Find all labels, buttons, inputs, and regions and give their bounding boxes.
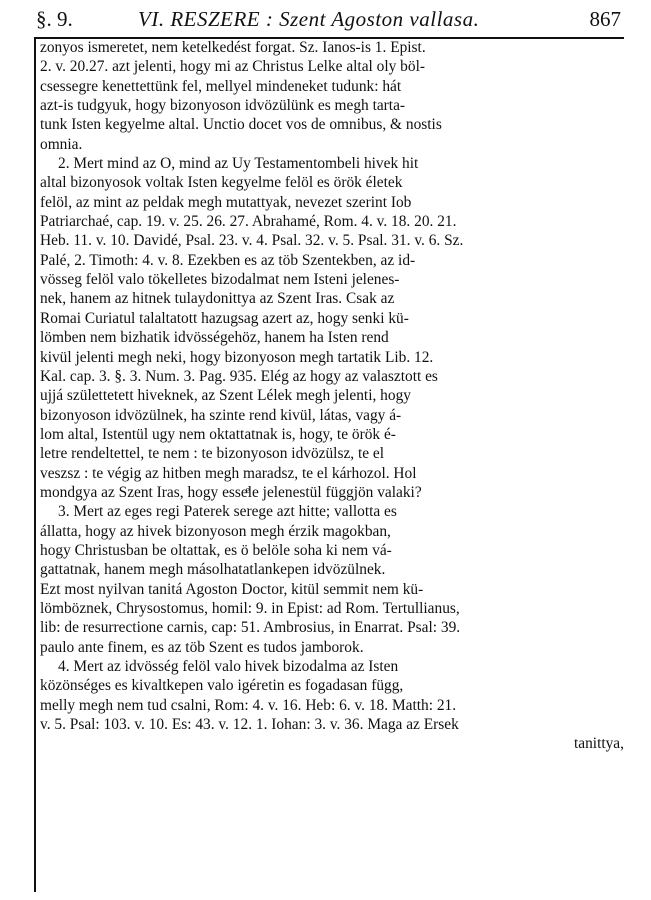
text-line: hogy Christusban be oltattak, es ö belöle soha ki nem vá-: [40, 541, 392, 559]
text-line: vösseg felöl valo tökelletes bizodalmat nem Isteni jelenes-: [40, 271, 400, 289]
text-line: omnia.: [40, 135, 83, 153]
text-line: paulo ante finem, es az töb Szent es tudos jamborok.: [40, 638, 364, 656]
text-line: felöl, az mint az peldak megh mutattyak, nevezet szerint Iob: [40, 193, 412, 211]
text-line: Heb. 11. v. 10. Davidé, Psal. 23. v. 4. Psal. 32. v. 5. Psal. 31. v. 6. Sz.: [40, 232, 464, 250]
text-line: Ezt most nyilvan tanitá Agoston Doctor, kitül semmit nem kü-: [40, 580, 424, 598]
text-line: Patriarchaé, cap. 19. v. 25. 26. 27. Abrahamé, Rom. 4. v. 18. 20. 21.: [40, 213, 457, 231]
text-line: 2. v. 20.27. azt jelenti, hogy mi az Christus Lelke altal oly böl-: [40, 58, 425, 76]
text-line: altal bizonyosok voltak Isten kegyelme felöl es örök életek: [40, 174, 403, 192]
text-line: Kal. cap. 3. §. 3. Num. 3. Pag. 935. Elég az hogy az valasztott es: [40, 367, 438, 385]
section-number: §. 9.: [36, 7, 73, 31]
catchword: tanittya,: [573, 735, 624, 753]
running-header: [18, 5, 633, 33]
text-line: gattatnak, hanem megh másolhatatlankepen idvözülnek.: [40, 561, 386, 579]
text-line: állatta, hogy az hivek bizonyoson megh érzik magokban,: [40, 522, 391, 540]
left-margin-bar: [34, 37, 36, 892]
text-line: ujjá születtetett hiveknek, az Szent Lélek megh jelenti, hogy: [40, 387, 411, 405]
text-line: 2. Mert mind az O, mind az Uy Testamentombeli hivek hit: [58, 155, 419, 173]
text-body: [40, 38, 628, 754]
text-line: 3. Mert az eges regi Paterek serege azt hitte; vallotta es: [58, 503, 397, 521]
text-line: Palé, 2. Timoth: 4. v. 8. Ezekben es az töb Szentekben, az id-: [40, 251, 416, 269]
text-line: közönséges es kivaltkepen valo igéretin es fogadasan függ,: [40, 677, 404, 695]
text-line: melly megh nem tud csalni, Rom: 4. v. 16. Heb: 6. v. 18. Matth: 21.: [40, 696, 457, 714]
text-line: bizonyoson idvözülnek, ha szinte rend kivül, látas, vagy á-: [40, 406, 402, 424]
text-line: Romai Curiatul talaltatott hazugsag azert az, hogy senki kü-: [40, 309, 409, 327]
running-title: VI. RESZERE : Szent Agoston vallasa.: [138, 7, 480, 31]
text-line: lömböznek, Chrysostomus, homil: 9. in Epist: ad Rom. Tertullianus,: [40, 599, 460, 617]
text-line: mondgya az Szent Iras, hogy esseͤle jelenestül függjön valaki?: [40, 483, 422, 501]
text-line: lömben nem bizhatik idvösségehöz, hanem ha Isten rend: [40, 329, 389, 347]
text-line: csessegre kenettettünk fel, mellyel mindeneket tudunk: hát: [40, 77, 402, 95]
text-line: 4. Mert az idvösség felöl valo hivek bizodalma az Isten: [58, 658, 399, 675]
text-line: kivül jelenti megh neki, hogy bizonyoson megh tartatik Lib. 12.: [40, 348, 434, 366]
page-number: 867: [589, 7, 621, 31]
text-line: v. 5. Psal: 103. v. 10. Es: 43. v. 12. 1. Iohan: 3. v. 36. Maga az Ersek: [40, 716, 459, 734]
text-line: letre rendeltettel, te nem : te bizonyoson idvözülsz, te el: [40, 445, 385, 463]
text-line: tunk Isten kegyelme altal. Unctio docet vos de omnibus, & nostis: [40, 116, 442, 134]
text-line: lib: de resurrectione carnis, cap: 51. Ambrosius, in Enarrat. Psal: 39.: [40, 619, 461, 637]
text-line: azt-is tudgyuk, hogy bizonyoson idvözülünk es megh tarta-: [40, 97, 406, 115]
text-line: nek, hanem az hitnek tulaydonittya az Szent Iras. Csak az: [40, 290, 395, 308]
text-line: veszsz : te végig az hitben megh maradsz, te el kárhozol. Hol: [40, 464, 417, 482]
text-line: zonyos ismeretet, nem ketelkedést forgat. Sz. Ianos-is 1. Epist.: [40, 39, 426, 56]
text-line: lom altal, Istentül ugy nem oktattatnak is, hogy, te örök é-: [40, 425, 396, 443]
